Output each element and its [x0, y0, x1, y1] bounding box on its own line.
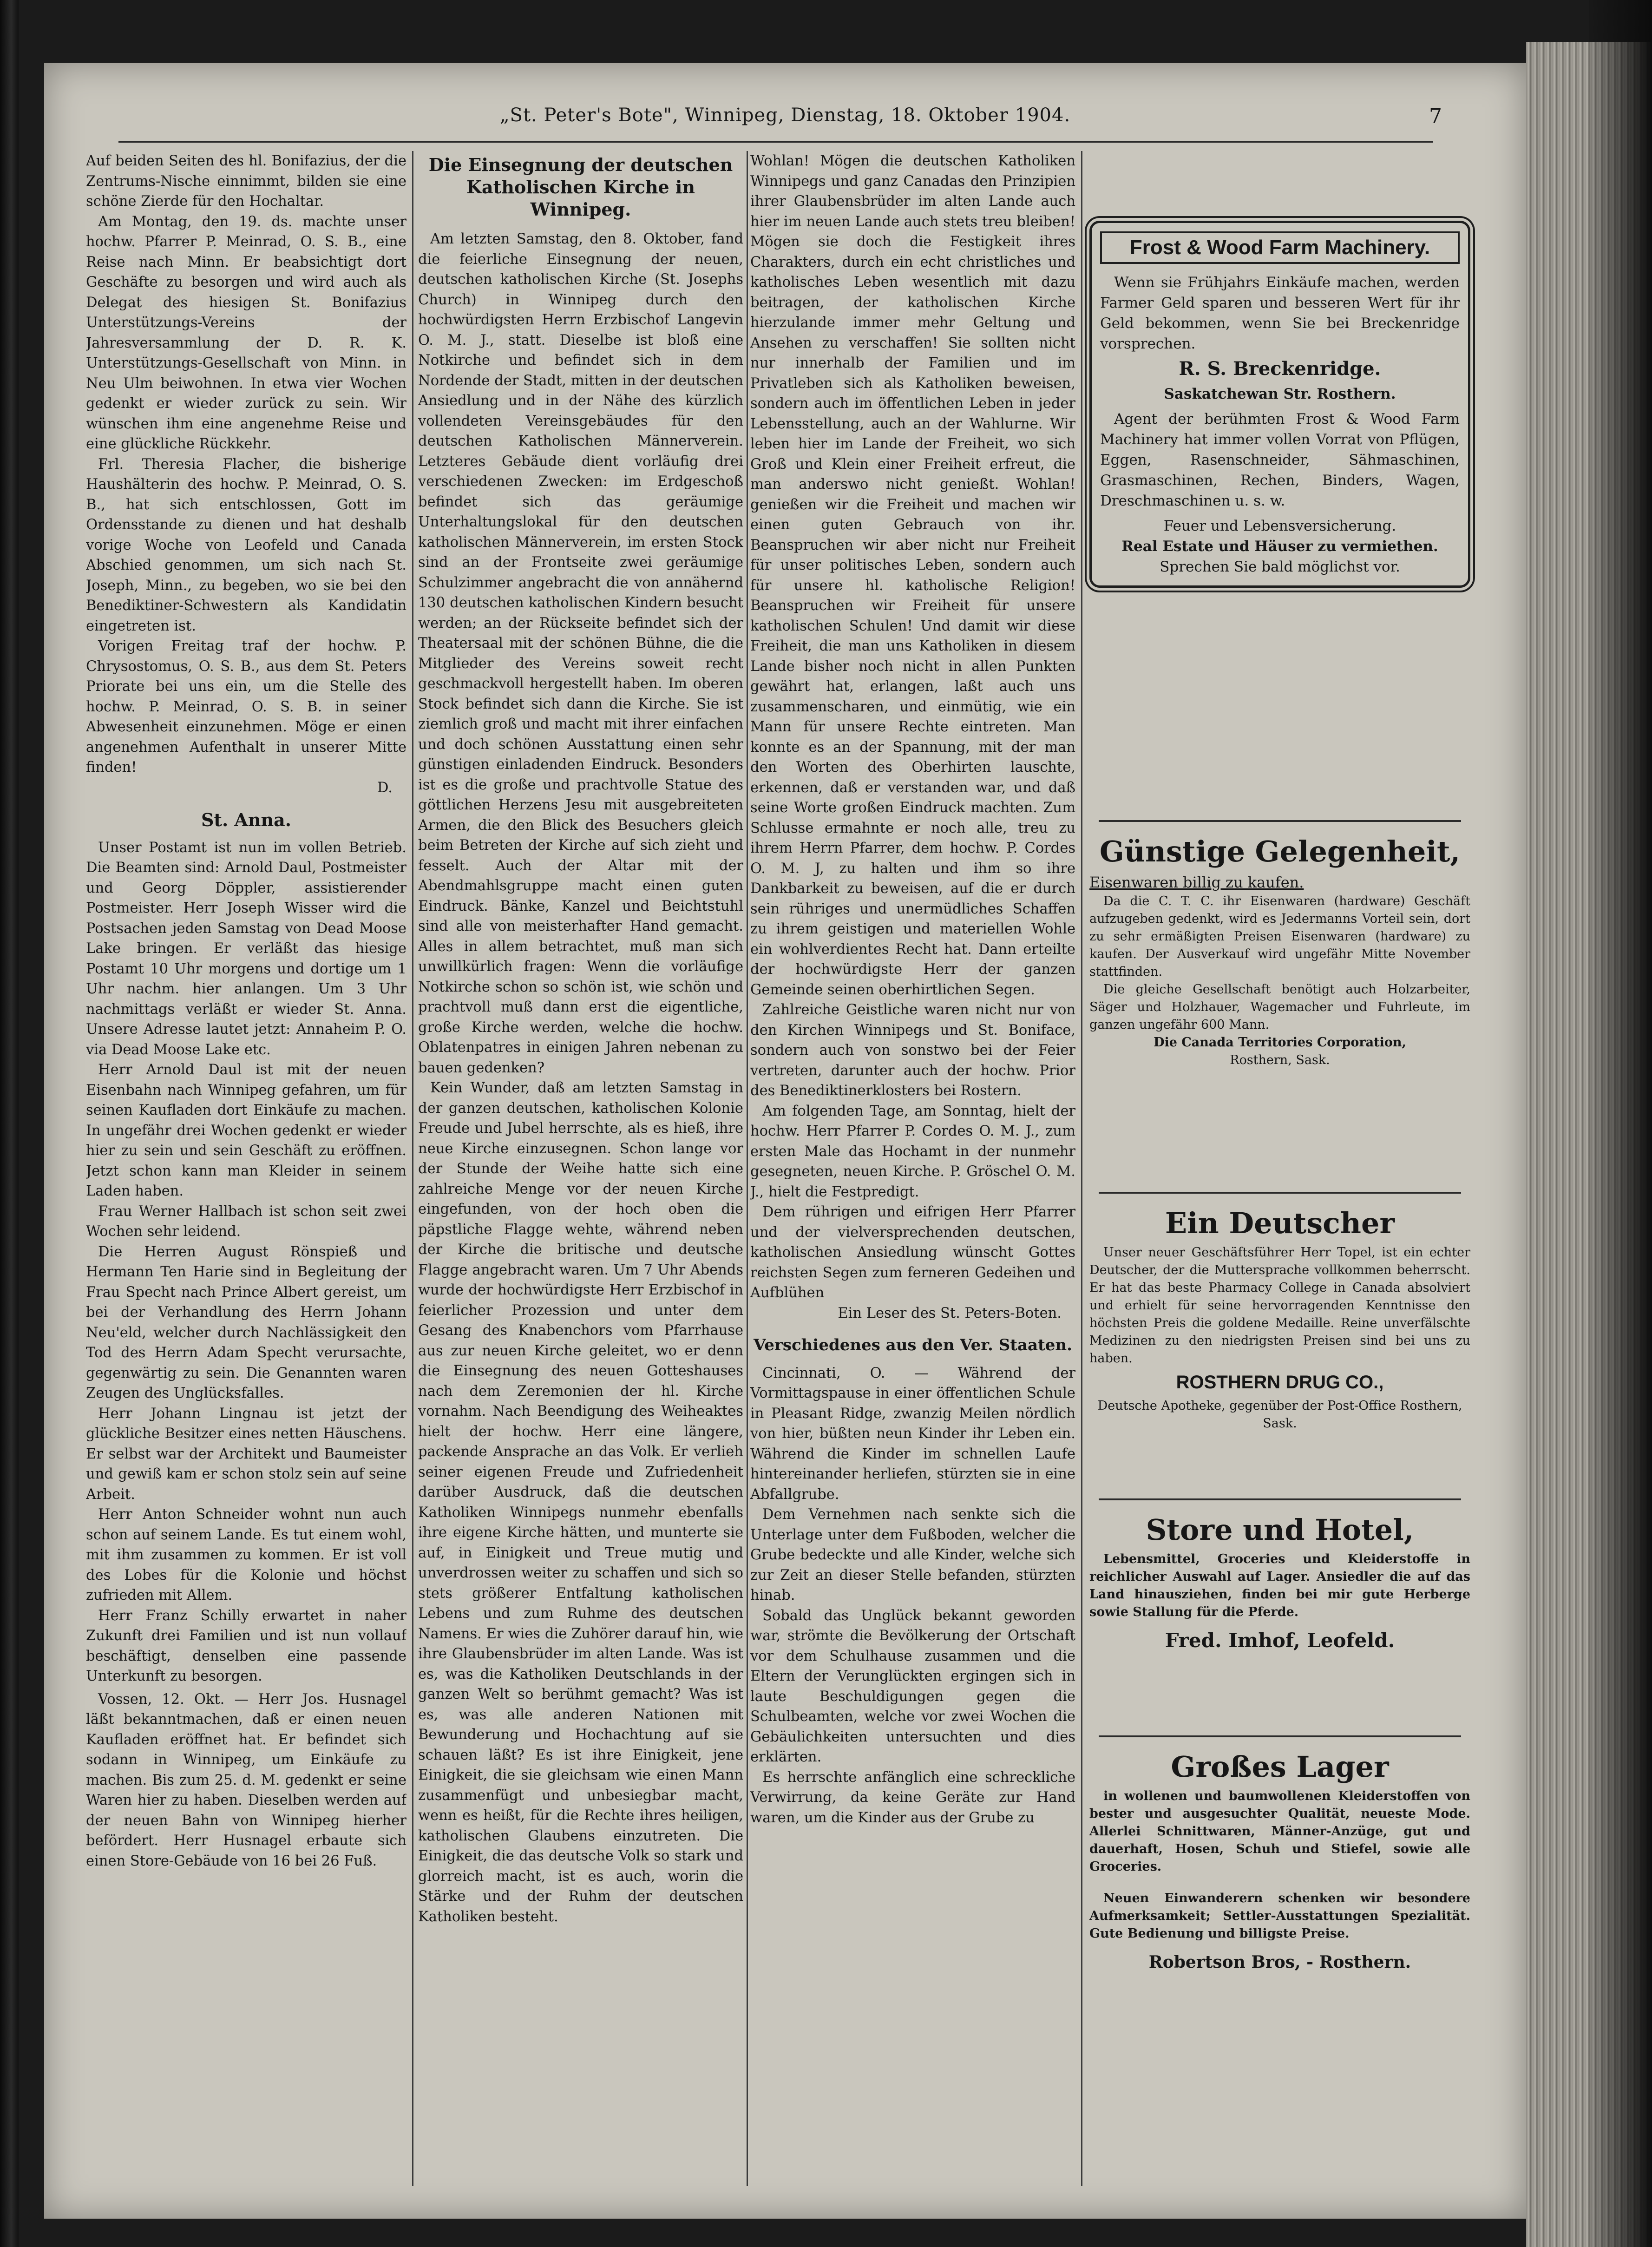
- paragraph: Dem Vernehmen nach senkte sich die Unterlage unter dem Fußboden, welcher die Grube bedeckte und alle Kinder, welche sich zur Zeit an dieser Stelle befanden, stürzten hinab.: [750, 1506, 1075, 1603]
- ad-company: Die Canada Territories Corporation,: [1154, 1035, 1406, 1050]
- ad-guenstige-gelegenheit: [1089, 834, 1470, 1069]
- paragraph: Cincinnati, O. — Während der Vormittagspause in einer öffentlichen Schule in Pleasant Ridge, zwanzig Meilen nördlich von hier, büßten neun Kinder ihr Leben ein. Während die Kinder im schnellen Laufe hintereinander herliefen, stürzten sie in eine Abfallgrube.: [750, 1365, 1075, 1503]
- ad-text: Agent der berühmten Frost & Wood Farm Machinery hat immer vollen Vorrat von Pflügen, Eggen, Rasenschneider, Sähmaschinen, Grasmaschinen, Rechen, Binders, Wagen, Dreschmaschinen u. s. w.: [1100, 411, 1460, 509]
- ad-text: Da die C. T. C. ihr Eisenwaren (hardware) Geschäft aufzugeben gedenkt, wird es Jedermanns Vorteil sein, dort zu sehr ermäßigten Preisen Eisenwaren (hardware) zu kaufen. Der Ausverkauf wird ungefähr Mitte November stattfinden.: [1089, 894, 1470, 979]
- paragraph: Wohlan! Mögen die deutschen Katholiken Winnipegs und ganz Canadas den Prinzipien ihrer Glaubensbrüder im alten Lande auch hier im neuen Lande auch stets treu bleiben! Mögen sie doch die Festigkeit ihres Charakters, durch ein echt christliches und katholisches Leben wesentlich mit dazu beitragen, der katholischen Kirche hierzulande immer mehr Geltung und Ansehen zu verschaffen! Sie sollten nicht nur innerhalb der Familien und im Privatleben sich als Katholiken beweisen, sondern auch im öffentlichen Leben in jeder Lebensstellung, auch an der Wahlurne. Wir leben hier im Lande der Freiheit, wo sich Groß und Klein einer Freiheit erfreut, die man anderswo nicht genießt. Wohlan! genießen wir die Freiheit und machen wir einen guten Gebrauch von ihr. Beanspruchen wir aber nicht nur Freiheit für unser politisches Leben, sondern auch für unsere hl. katholische Religion! Beanspruchen wir Freiheit für unsere katholischen Schulen! Und damit wir diese Freiheit, die man uns Katholiken in diesem Lande bisher noch nicht in allen Punkten gewährt hat, erlangen, laßt auch uns zusammenscharen, und einmütig, wie ein Mann für unsere Rechte eintreten. Man konnte es an der Spannung, mit der man den Worten des Oberhirten lauschte, erkennen, daß er verstanden war, und daß seine Worte großen Eindruck machten. Zum Schlusse ermahnte er noch alle, treu zu ihrem Herrn Pfarrer, dem hochw. P. Cordes O. M. J, zu halten und ihm so ihre Dankbarkeit zu beweisen, auf die er durch sein rühriges und unermüdliches Schaffen zu ihrem geistigen und materiellen Wohle ein wohlverdientes Recht hat. Dann erteilte der hochwürdigste Herr der ganzen Gemeinde seinen oberhirtlichen Segen.: [750, 153, 1075, 998]
- paragraph: Dem rührigen und eifrigen Herr Pfarrer und der vielversprechenden deutschen, katholischen Ansiedlung wünscht Gottes reichsten Segen zum ferneren Gedeihen und Aufblühen: [750, 1204, 1075, 1301]
- column-rule: [1081, 151, 1082, 2186]
- ad-title: Store und Hotel,: [1146, 1513, 1414, 1547]
- header-rule: [118, 141, 1433, 143]
- scan-left-edge: [0, 0, 19, 2247]
- ad-ein-deutscher: [1089, 1206, 1470, 1432]
- header-title: „St. Peter's Bote", Winnipeg, Dienstag, 18. Oktober 1904.: [499, 105, 1071, 126]
- ad-frame: [1089, 221, 1470, 588]
- column-2: [418, 151, 743, 2186]
- ad-address: Rosthern, Sask.: [1230, 1053, 1330, 1067]
- scan-right-shadow: [1589, 0, 1652, 2247]
- article-title: Die Einsegnung der deutschen Katholischen Kirche in Winnipeg.: [428, 154, 733, 220]
- signature: Ein Leser des St. Peters-Boten.: [838, 1305, 1062, 1321]
- paragraph: Am folgenden Tage, am Sonntag, hielt der hochw. Herr Pfarrer P. Cordes O. M. J., zum ersten Male das Hochamt in der nunmehr gesegneten, neuen Kirche. P. Gröschel O. M. J., hielt die Festpredigt.: [750, 1103, 1075, 1200]
- paragraph: Herr Arnold Daul ist mit der neuen Eisenbahn nach Winnipeg gefahren, um für seinen Kaufladen dort Einkäufe zu machen. In ungefähr drei Wochen gedenkt er wieder hier zu sein und sein Geschäft zu eröffnen. Jetzt schon kann man Kleider in seinem Laden haben.: [86, 1062, 406, 1199]
- advertisements-column: [1089, 151, 1470, 2195]
- newspaper-page: [44, 63, 1526, 2219]
- paragraph: Vossen, 12. Okt. — Herr Jos. Husnagel läßt bekanntmachen, daß er einen neuen Kaufladen eröffnet hat. Er befindet sich sodann in Winnipeg, um Einkäufe zu machen. Bis zum 25. d. M. gedenkt er seine Waren hier zu haben. Dieselben werden auf der neuen Bahn von Winnipeg hierher befördert. Herr Husnagel erbaute sich einen Store-Gebäude von 16 bei 26 Fuß.: [86, 1691, 406, 1869]
- paragraph: Kein Wunder, daß am letzten Samstag in der ganzen deutschen, katholischen Kolonie Freude und Jubel herrschte, als es hieß, ihre neue Kirche einzusegnen. Schon lange vor der Stunde der Weihe hatte sich eine zahlreiche Menge vor der neuen Kirche eingefunden, von der hoch oben die päpstliche Flagge wehte, während neben der Kirche die britische und deutsche Flagge angebracht waren. Um 7 Uhr Abends wurde der hochwürdigste Herr Erzbischof in feierlicher Prozession und unter dem Gesang des Knabenchors vom Pfarrhause aus zur neuen Kirche geleitet, wo er denn die Einsegnung des neuen Gotteshauses nach dem Zeremonien der hl. Kirche vornahm. Nach Beendigung des Weiheaktes hielt der hochw. Herr eine längere, packende Ansprache an das Volk. Er verlieh seiner eigenen Freude und Zufriedenheit darüber Ausdruck, daß die deutschen Katholiken Winnipegs nunmehr ebenfalls ihre eigene Kirche hätten, und munterte sie auf, in Einigkeit und Treue mutig und unverdrossen weiter zu schaffen und sich so stets größerer Entfaltung katholischen Lebens und zum Ruhme des deutschen Namens. Er wies die Zuhörer darauf hin, wie ihre Glaubensbrüder im alten Lande. Was ist es, was die Katholiken Deutschlands in der ganzen Welt so berühmt gemacht? Was ist es, was alle anderen Nationen mit Bewunderung und Hochachtung auf sie schauen läßt? Es ist ihre Einigkeit, jene Einigkeit, die sie gleichsam wie einen Mann zusammenfügt und unbesiegbar macht, wenn es heißt, für die Rechte ihres heiligen, katholischen Glaubens einzutreten. Die Einigkeit, die das deutsche Volk so stark und glorreich macht, ist es auch, worin die Stärke und der Ruhm der deutschen Katholiken besteht.: [418, 1080, 743, 1925]
- ad-text: Unser neuer Geschäftsführer Herr Topel, ist ein echter Deutscher, der die Muttersprache vollkommen beherrscht. Er hat das beste Pharmacy College in Canada absolviert und erhielt für seine hervorragenden Kenntnisse den höchsten Preis die goldene Medaille. Reine unverfälschte Medizinen zu den niedrigsten Preisen sind bei uns zu haben.: [1089, 1245, 1470, 1366]
- paragraph: Frl. Theresia Flacher, die bisherige Haushälterin des hochw. P. Meinrad, O. S. B., hat sich entschlossen, Gott im Ordensstande zu dienen und hat deshalb vorige Woche von Leofeld und Canada Abschied genommen, um sich nach St. Joseph, Minn., zu begeben, wo sie bei den Benediktiner-Schwestern als Kandidatin eingetreten ist.: [86, 456, 406, 634]
- paragraph: Es herrschte anfänglich eine schreckliche Verwirrung, da keine Geräte zur Hand waren, um die Kinder aus der Grube zu: [750, 1769, 1075, 1826]
- ad-divider: [1099, 1735, 1461, 1737]
- page-header: [44, 105, 1526, 137]
- signature: D.: [377, 779, 393, 796]
- paragraph: Die Herren August Rönspieß und Hermann Ten Harie sind in Begleitung der Frau Specht nach Prince Albert gereist, um bei der Verhandlung des Herrn Johann Neu'eld, welcher durch Nachlässigkeit den Tod des Herrn Adam Specht verursachte, gegenwärtig zu sein. Die Genannten waren Zeugen des Unglücksfalles.: [86, 1243, 406, 1401]
- paragraph: Am letzten Samstag, den 8. Oktober, fand die feierliche Einsegnung der neuen, deutschen katholischen Kirche (St. Josephs Church) in Winnipeg durch den hochwürdigsten Herrn Erzbischof Langevin O. M. J., statt. Dieselbe ist bloß eine Notkirche und befindet sich in dem Nordende der Stadt, mitten in der deutschen Ansiedlung und in der Nähe des kürzlich vollendeten Vereinsgebäudes für den deutschen Katholischen Männerverein. Letzteres Gebäude dient vorläufig drei verschiedenen Zwecken: im Erdgeschoß befindet sich das geräumige Unterhaltungslokal für den deutschen katholischen Männerverein, im ersten Stock sind an der Frontseite zwei geräumige Schulzimmer angebracht die von annähernd 130 deutschen katholischen Kindern besucht werden; an der Rückseite befindet sich der Theatersaal mit der schönen Bühne, die die Mitglieder des Vereins soweit recht geschmackvoll hergestellt haben. Im oberen Stock befindet sich dann die Kirche. Sie ist ziemlich groß und macht mit ihrer einfachen und doch schönen Ausstattung einen sehr günstigen einladenden Eindruck. Besonders ist es die große und prachtvolle Statue des göttlichen Herzens Jesu mit ausgebreiteten Armen, die den Blick des Besuchers gleich beim Betreten der Kirche auf sich zieht und fesselt. Auch der Altar mit der Abendmahlsgruppe macht einen guten Eindruck. Bänke, Kanzel und Beichtstuhl sind alle von meisterhafter Hand gemacht. Alles in allem betrachtet, muß man sich unwillkürlich fragen: Wenn die vorläufige Notkirche schon so schön ist, wie schön und prachtvoll muß dann erst die eigentliche, große Kirche werden, welche die hochw. Oblatenpatres in einigen Jahren nebenan zu bauen gedenken?: [418, 231, 743, 1076]
- ad-text: in wollenen und baumwollenen Kleiderstoffen von bester und ausgesuchter Qualität, neueste Mode. Allerlei Schnittwaren, Männer-Anzüge, gut und dauerhaft, Hosen, Schuh und Stiefel, sowie alle Groceries.: [1089, 1789, 1470, 1874]
- ad-signature: Fred. Imhof, Leofeld.: [1165, 1629, 1395, 1652]
- ad-grosses-lager: [1089, 1749, 1470, 1972]
- ad-text: Lebensmittel, Groceries und Kleiderstoffe in reichlicher Auswahl auf Lager. Ansiedler die auf das Land hinausziehen, finden bei mir gute Herberge sowie Stallung für die Pferde.: [1089, 1552, 1470, 1619]
- ad-address: Deutsche Apotheke, gegenüber der Post-Office Rosthern, Sask.: [1097, 1399, 1462, 1431]
- ad-address: Saskatchewan Str. Rosthern.: [1164, 386, 1396, 402]
- paragraph: Herr Johann Lingnau ist jetzt der glückliche Besitzer eines netten Häuschens. Er selbst war der Architekt und Baumeister und gewiß kam er schon stolz sein auf seine Arbeit.: [86, 1405, 406, 1503]
- ad-text: Sprechen Sie bald möglichst vor.: [1160, 558, 1400, 575]
- page-number: 7: [1429, 105, 1442, 128]
- column-rule: [747, 151, 748, 2186]
- paragraph: Herr Franz Schilly erwartet in naher Zukunft drei Familien und ist nun vollauf beschäftigt, denselben eine passende Unterkunft zu besorgen.: [86, 1607, 406, 1684]
- ad-text: Wenn sie Frühjahrs Einkäufe machen, werden Farmer Geld sparen und besseren Wert für ihr Geld bekommen, wenn Sie bei Breckenridge vorsprechen.: [1100, 274, 1460, 352]
- ad-signature: Robertson Bros, - Rosthern.: [1148, 1952, 1411, 1972]
- ad-text: Feuer und Lebensversicherung.: [1163, 518, 1396, 534]
- paragraph: Zahlreiche Geistliche waren nicht nur von den Kirchen Winnipegs und St. Boniface, sondern auch von sonstwo bei der Feier vertreten, darunter auch der hochw. Prior des Benediktinerklosters bei Rostern.: [750, 1002, 1075, 1099]
- column-3: [750, 151, 1075, 2186]
- ad-title: Großes Lager: [1171, 1750, 1389, 1784]
- ad-title: Frost & Wood Farm Machinery.: [1100, 231, 1460, 264]
- ad-title: Ein Deutscher: [1165, 1206, 1395, 1240]
- section-title: Verschiedenes aus den Ver. Staaten.: [754, 1336, 1072, 1354]
- paragraph: Frau Werner Hallbach ist schon seit zwei Wochen sehr leidend.: [86, 1203, 406, 1240]
- ad-divider: [1099, 1498, 1461, 1500]
- ad-company: ROSTHERN DRUG CO.,: [1176, 1372, 1384, 1393]
- ad-text: Die gleiche Gesellschaft benötigt auch Holzarbeiter, Säger und Holzhauer, Wagemacher und Fuhrleute, im ganzen ungefähr 600 Mann.: [1089, 982, 1470, 1032]
- paragraph: Am Montag, den 19. ds. machte unser hochw. Pfarrer P. Meinrad, O. S. B., eine Reise nach Minn. Er beabsichtigt dort Geschäfte zu besorgen und wird auch als Delegat des hiesigen St. Bonifazius Unterstützungs-Vereins der Jahresversammlung der D. R. K. Unterstützungs-Gesellschaft von Minn. in Neu Ulm beiwohnen. In etwa vier Wochen gedenkt er wieder zurück zu sein. Wir wünschen ihm eine angenehme Reise und eine glückliche Rückkehr.: [86, 213, 406, 452]
- ad-title: Günstige Gelegenheit,: [1099, 834, 1461, 868]
- ad-text: Neuen Einwanderern schenken wir besondere Aufmerksamkeit; Settler-Ausstattungen Spezialität. Gute Bedienung und billigste Preise.: [1089, 1891, 1470, 1941]
- section-title: St. Anna.: [201, 809, 292, 830]
- paragraph: Vorigen Freitag traf der hochw. P. Chrysostomus, O. S. B., aus dem St. Peters Priorate bei uns ein, um die Stelle des hochw. P. Meinrad, O. S. B. in seiner Abwesenheit einzunehmen. Möge er einen angenehmen Aufenthalt in unserer Mitte finden!: [86, 638, 406, 775]
- paragraph: Auf beiden Seiten des hl. Bonifazius, der die Zentrums-Nische einnimmt, bilden sie eine schöne Zierde für den Hochaltar.: [86, 153, 406, 210]
- ad-frost-wood: [1089, 221, 1470, 588]
- paragraph: Herr Anton Schneider wohnt nun auch schon auf seinem Lande. Es tut einem wohl, mit ihm zusammen zu kommen. Er ist voll des Lobes für die Kolonie und höchst zufrieden mit Allem.: [86, 1506, 406, 1603]
- column-1: [86, 151, 406, 2186]
- ad-text: Real Estate und Häuser zu vermiethen.: [1121, 538, 1438, 555]
- paragraph: Sobald das Unglück bekannt geworden war, strömte die Bevölkerung der Ortschaft vor dem Schulhause zusammen und die Eltern der Verunglückten ergingen sich in laute Beschuldigungen gegen die Schulbeamten, welche vor zwei Wochen die Gebäulichkeiten untersuchten und dies erklärten.: [750, 1607, 1075, 1765]
- ad-subtitle: Eisenwaren billig zu kaufen.: [1089, 874, 1304, 891]
- ad-divider: [1099, 1192, 1461, 1194]
- ad-name: R. S. Breckenridge.: [1179, 358, 1381, 380]
- ad-store-hotel: [1089, 1512, 1470, 1651]
- column-rule: [412, 151, 413, 2186]
- ad-divider: [1099, 820, 1461, 822]
- paragraph: Unser Postamt ist nun im vollen Betrieb. Die Beamten sind: Arnold Daul, Postmeister und Georg Döppler, assistierender Postmeister. Herr Joseph Wisser wird die Postsachen jeden Samstag von Dead Moose Lake bringen. Er verläßt das hiesige Postamt 10 Uhr morgens und dortige um 1 Uhr nachm. hier anlangen. Um 3 Uhr nachmittags verläßt er wieder St. Anna. Unsere Adresse lautet jetzt: Annaheim P. O. via Dead Moose Lake etc.: [86, 839, 406, 1058]
